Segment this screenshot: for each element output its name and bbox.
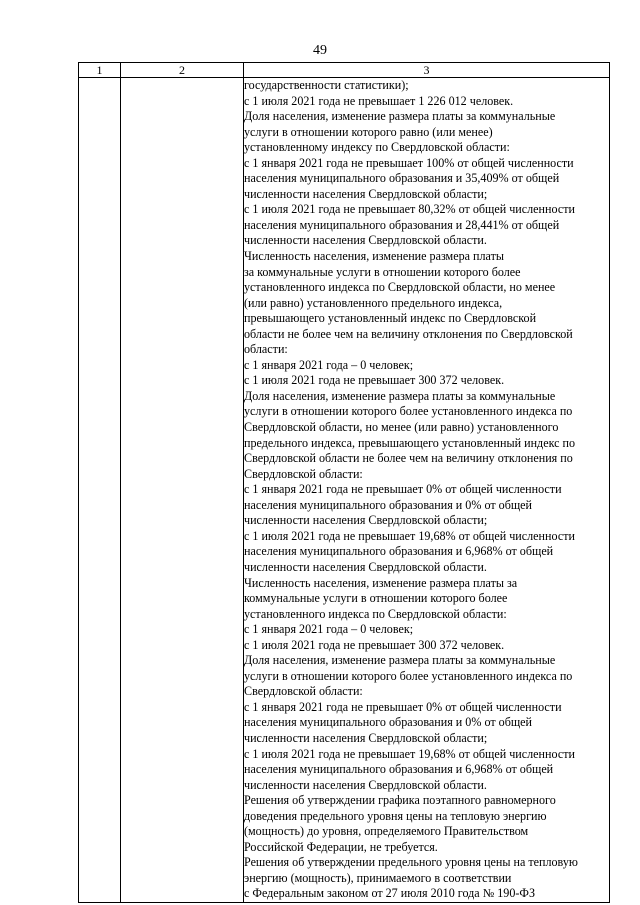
table-header-row	[79, 63, 610, 78]
text-line: численности населения Свердловской области.	[244, 559, 487, 574]
text-line: с 1 января 2021 года – 0 человек;	[244, 357, 414, 372]
text-line: Российской Федерации, не требуется.	[244, 839, 438, 854]
text-line: установленного индекса по Свердловской области:	[244, 606, 507, 621]
text-line: Доля населения, изменение размера платы за коммунальные	[244, 653, 556, 668]
text-line: установленного индекса по Свердловской области, но менее	[244, 280, 556, 295]
text-line: области не более чем на величину отклонения по Свердловской	[244, 326, 573, 341]
text-line: Доля населения, изменение размера платы за коммунальные	[244, 388, 556, 403]
text-line: с 1 июля 2021 года не превышает 80,32% от общей численности	[244, 202, 575, 217]
cell-column-3	[244, 78, 610, 903]
text-line: превышающего установленный индекс по Свердловской	[244, 311, 537, 326]
column-header-3: 3	[244, 63, 610, 78]
text-line: энергию (мощность), принимаемого в соответствии	[244, 870, 512, 885]
column-header-1: 1	[79, 63, 121, 78]
text-line: с 1 июля 2021 года не превышает 1 226 012 человек.	[244, 93, 514, 108]
text-line: коммунальные услуги в отношении которого более	[244, 591, 508, 606]
text-line: численности населения Свердловской области.	[244, 233, 487, 248]
text-line: с 1 июля 2021 года не превышает 19,68% от общей численности	[244, 528, 575, 543]
text-line: Решения об утверждении предельного уровня цены на тепловую	[244, 855, 578, 870]
table-row	[79, 78, 610, 903]
text-line: с 1 июля 2021 года не превышает 19,68% от общей численности	[244, 746, 575, 761]
text-line: области:	[244, 342, 288, 357]
text-line: с Федеральным законом от 27 июля 2010 года № 190-ФЗ	[244, 886, 536, 901]
text-line: услуги в отношении которого равно (или менее)	[244, 124, 493, 139]
text-line: численности населения Свердловской области;	[244, 186, 488, 201]
text-line: Решения об утверждении графика поэтапного равномерного	[244, 793, 556, 808]
column-header-2: 2	[121, 63, 244, 78]
text-line: Доля населения, изменение размера платы за коммунальные	[244, 109, 556, 124]
cell-column-2	[121, 78, 244, 903]
text-line: Свердловской области:	[244, 466, 363, 481]
text-line: с 1 января 2021 года не превышает 100% от общей численности	[244, 155, 574, 170]
text-line: Свердловской области, но менее (или равно) установленного	[244, 420, 559, 435]
text-line: с 1 июля 2021 года не превышает 300 372 человек.	[244, 373, 505, 388]
text-line: с 1 января 2021 года – 0 человек;	[244, 622, 414, 637]
text-line: (или равно) установленного предельного индекса,	[244, 295, 503, 310]
text-line: численности населения Свердловской области;	[244, 513, 488, 528]
text-line: за коммунальные услуги в отношении которого более	[244, 264, 521, 279]
text-line: с 1 июля 2021 года не превышает 300 372 человек.	[244, 637, 505, 652]
text-line: населения муниципального образования и 0% от общей	[244, 497, 532, 512]
document-table	[78, 62, 610, 903]
text-line: доведения предельного уровня цены на тепловую энергию	[244, 808, 547, 823]
text-line: (мощность) до уровня, определяемого Правительством	[244, 824, 529, 839]
text-line: услуги в отношении которого более установленного индекса по	[244, 404, 573, 419]
text-line: населения муниципального образования и 28,441% от общей	[244, 217, 560, 232]
text-line: установленному индексу по Свердловской области:	[244, 140, 510, 155]
text-line: численности населения Свердловской области;	[244, 730, 488, 745]
text-line: Свердловской области:	[244, 684, 363, 699]
page-number: 49	[313, 43, 327, 58]
text-line: населения муниципального образования и 35,409% от общей	[244, 171, 560, 186]
text-line: предельного индекса, превышающего установленный индекс по	[244, 435, 576, 450]
text-line: населения муниципального образования и 6,968% от общей	[244, 544, 554, 559]
text-line: Свердловской области не более чем на величину отклонения по	[244, 451, 573, 466]
text-line: численности населения Свердловской области.	[244, 777, 487, 792]
text-line: государственности статистики);	[244, 78, 409, 92]
text-line: с 1 января 2021 года не превышает 0% от общей численности	[244, 699, 562, 714]
text-line: Численность населения, изменение размера платы за	[244, 575, 518, 590]
text-line: с 1 января 2021 года не превышает 0% от общей численности	[244, 482, 562, 497]
text-line: населения муниципального образования и 6,968% от общей	[244, 762, 554, 777]
cell-column-1	[79, 78, 121, 903]
text-line: услуги в отношении которого более установленного индекса по	[244, 668, 573, 683]
text-line: населения муниципального образования и 0% от общей	[244, 715, 532, 730]
text-line: Численность населения, изменение размера платы	[244, 249, 504, 264]
